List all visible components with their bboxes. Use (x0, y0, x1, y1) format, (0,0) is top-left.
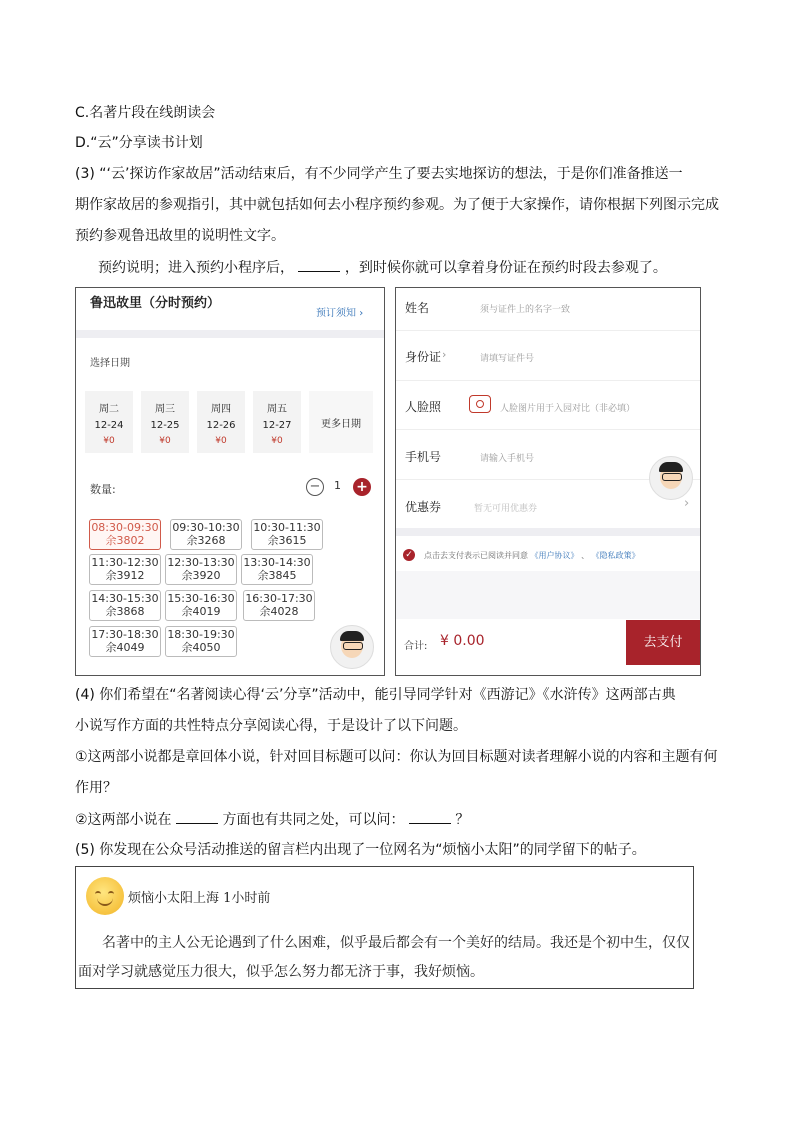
weekday: 周三 (155, 404, 175, 415)
q3-line4-suffix: ，到时候你就可以拿着身份证在预约时段去参观了。 (344, 260, 667, 276)
q4-line5-part3: ？ (455, 812, 470, 828)
name-label: 姓名 (405, 301, 430, 315)
date-thu[interactable] (197, 391, 245, 453)
time-slot[interactable] (241, 554, 313, 585)
mascot-avatar (330, 625, 374, 669)
q3-line3: 预约参观鲁迅故里的说明性文字。 (75, 228, 285, 244)
time-slot[interactable] (165, 590, 237, 621)
q3-line4-prefix: 预约说明；进入预约小程序后， (98, 260, 294, 276)
slot-remaining: 余3802 (105, 534, 145, 547)
phone-label: 手机号 (405, 450, 442, 464)
divider (396, 330, 700, 331)
booking-form-panel (395, 287, 701, 676)
time-slot[interactable] (165, 626, 237, 657)
pay-button[interactable]: 去支付 (626, 620, 700, 665)
coupon-label: 优惠券 (405, 500, 442, 514)
slot-time: 10:30-11:30 (253, 521, 321, 534)
time-slot[interactable] (89, 554, 161, 585)
quantity-label: 数量: (90, 483, 116, 496)
plus-icon[interactable]: + (353, 478, 371, 496)
date-fri[interactable] (253, 391, 301, 453)
slot-remaining: 余3615 (267, 534, 307, 547)
slot-time: 13:30-14:30 (243, 556, 311, 569)
q4-line2: 小说写作方面的共性特点分享阅读心得，于是设计了以下问题。 (75, 718, 467, 734)
slot-remaining: 余4019 (181, 605, 221, 618)
time-slot[interactable] (251, 519, 323, 550)
q4-line5-part2: 方面也有共同之处，可以问： (222, 812, 405, 828)
booking-notice-label: 预订须知 (316, 308, 356, 319)
slot-time: 18:30-19:30 (167, 628, 235, 641)
time-slot[interactable] (89, 626, 161, 657)
answer-blank[interactable] (298, 257, 340, 272)
mascot-glasses (343, 642, 363, 650)
price: ¥0 (103, 436, 115, 446)
post-body-line1: 名著中的主人公无论遇到了什么困难，似乎最后都会有一个美好的结局。我还是个初中生，仅仅 (102, 935, 690, 951)
chevron-right-icon: › (684, 496, 690, 511)
post-header: 烦恼小太阳上海 1小时前 (128, 891, 271, 906)
price: ¥0 (159, 436, 171, 446)
more-dates-label: 更多日期 (321, 419, 361, 430)
option-d: D.“云”分享读书计划 (75, 135, 203, 151)
agree-checkbox[interactable]: ✓ (403, 549, 415, 561)
q4-line3: ①这两部小说都是章回体小说，针对回目标题可以问：你认为回目标题对读者理解小说的内容和主题有何 (75, 749, 718, 765)
sun-avatar-icon (86, 877, 124, 915)
q4-line1: (4) 你们希望在“名著阅读心得‘云’分享”活动中，能引导同学针对《西游记》《水浒传》这两部古典 (75, 687, 676, 703)
more-dates-button[interactable] (309, 391, 373, 453)
agreement-prefix: 点击去支付表示已阅读并同意 (424, 551, 528, 560)
camera-icon[interactable] (469, 395, 491, 413)
time-slot[interactable] (170, 519, 242, 550)
slot-time: 15:30-16:30 (167, 592, 235, 605)
q3-line4 (98, 257, 667, 278)
divider (76, 330, 384, 338)
q3-line1: (3) “‘云’探访作家故居”活动结束后，有不少同学产生了要去实地探访的想法，于是你们准备推送一 (75, 166, 683, 182)
content-spacer (396, 571, 700, 619)
time-slot[interactable] (89, 590, 161, 621)
date: 12-24 (94, 420, 124, 431)
total-label: 合计: (404, 641, 428, 652)
mascot-glasses (662, 473, 682, 481)
agreement-text (424, 550, 640, 561)
minus-icon[interactable]: − (306, 478, 324, 496)
id-label: 身份证 (405, 350, 442, 364)
booking-date-panel (75, 287, 385, 676)
forum-post (75, 866, 694, 989)
slot-remaining: 余3920 (181, 569, 221, 582)
post-body-line2: 面对学习就感觉压力很大，似乎怎么努力都无济于事，我好烦恼。 (78, 964, 484, 980)
slot-remaining: 余3912 (105, 569, 145, 582)
option-c: C.名著片段在线朗读会 (75, 105, 216, 121)
mascot-avatar (649, 456, 693, 500)
q3-line2: 期作家故居的参观指引，其中就包括如何去小程序预约参观。为了便于大家操作，请你根据下列图示完成 (75, 197, 719, 213)
slot-time: 17:30-18:30 (91, 628, 159, 641)
booking-notice-link[interactable] (316, 304, 363, 319)
agreement-separator: 、 (581, 551, 590, 560)
privacy-policy-link[interactable]: 《隐私政策》 (591, 551, 640, 560)
slot-time: 08:30-09:30 (91, 521, 159, 534)
face-label: 人脸照 (405, 400, 442, 414)
divider (396, 380, 700, 381)
date: 12-25 (150, 420, 180, 431)
slot-time: 09:30-10:30 (172, 521, 240, 534)
slot-time: 11:30-12:30 (91, 556, 159, 569)
slot-time: 12:30-13:30 (167, 556, 235, 569)
answer-blank[interactable] (176, 809, 218, 824)
quantity-value: 1 (334, 479, 341, 492)
id-input[interactable]: 请填写证件号 (480, 354, 535, 364)
divider (396, 429, 700, 430)
slot-remaining: 余3268 (186, 534, 226, 547)
total-amount: ¥ 0.00 (440, 633, 485, 649)
q4-line4: 作用？ (75, 780, 117, 796)
weekday: 周二 (99, 404, 119, 415)
slot-time: 16:30-17:30 (245, 592, 313, 605)
slot-remaining: 余3845 (257, 569, 297, 582)
user-agreement-link[interactable]: 《用户协议》 (530, 551, 579, 560)
panel-title: 鲁迅故里（分时预约） (90, 296, 221, 311)
time-slot[interactable] (165, 554, 237, 585)
q5-line1: (5) 你发现在公众号活动推送的留言栏内出现了一位网名为“烦恼小太阳”的同学留下的帖子。 (75, 842, 646, 858)
q4-line5 (75, 809, 469, 830)
phone-input[interactable]: 请输入手机号 (480, 454, 535, 464)
slot-remaining: 余4050 (181, 641, 221, 654)
q4-line5-part1: ②这两部小说在 (75, 812, 172, 828)
slot-time: 14:30-15:30 (91, 592, 159, 605)
select-date-label: 选择日期 (90, 358, 130, 369)
date: 12-26 (206, 420, 236, 431)
date: 12-27 (262, 420, 292, 431)
date-tue[interactable] (85, 391, 133, 453)
slot-remaining: 余4028 (259, 605, 299, 618)
mascot-hair (340, 631, 364, 641)
date-wed[interactable] (141, 391, 189, 453)
chevron-right-icon: › (359, 308, 364, 319)
face-hint: 人脸图片用于入园对比（非必填） (500, 404, 636, 414)
weekday: 周五 (267, 404, 287, 415)
slot-remaining: 余3868 (105, 605, 145, 618)
mascot-hair (659, 462, 683, 472)
name-input[interactable]: 须与证件上的名字一致 (480, 305, 571, 315)
price: ¥0 (215, 436, 227, 446)
price: ¥0 (271, 436, 283, 446)
time-slot[interactable] (243, 590, 315, 621)
slot-remaining: 余4049 (105, 641, 145, 654)
weekday: 周四 (211, 404, 231, 415)
answer-blank[interactable] (409, 809, 451, 824)
time-slot[interactable] (89, 519, 161, 550)
divider (396, 528, 700, 536)
chevron-right-icon: › (442, 348, 447, 361)
coupon-value[interactable]: 暂无可用优惠券 (474, 504, 538, 514)
